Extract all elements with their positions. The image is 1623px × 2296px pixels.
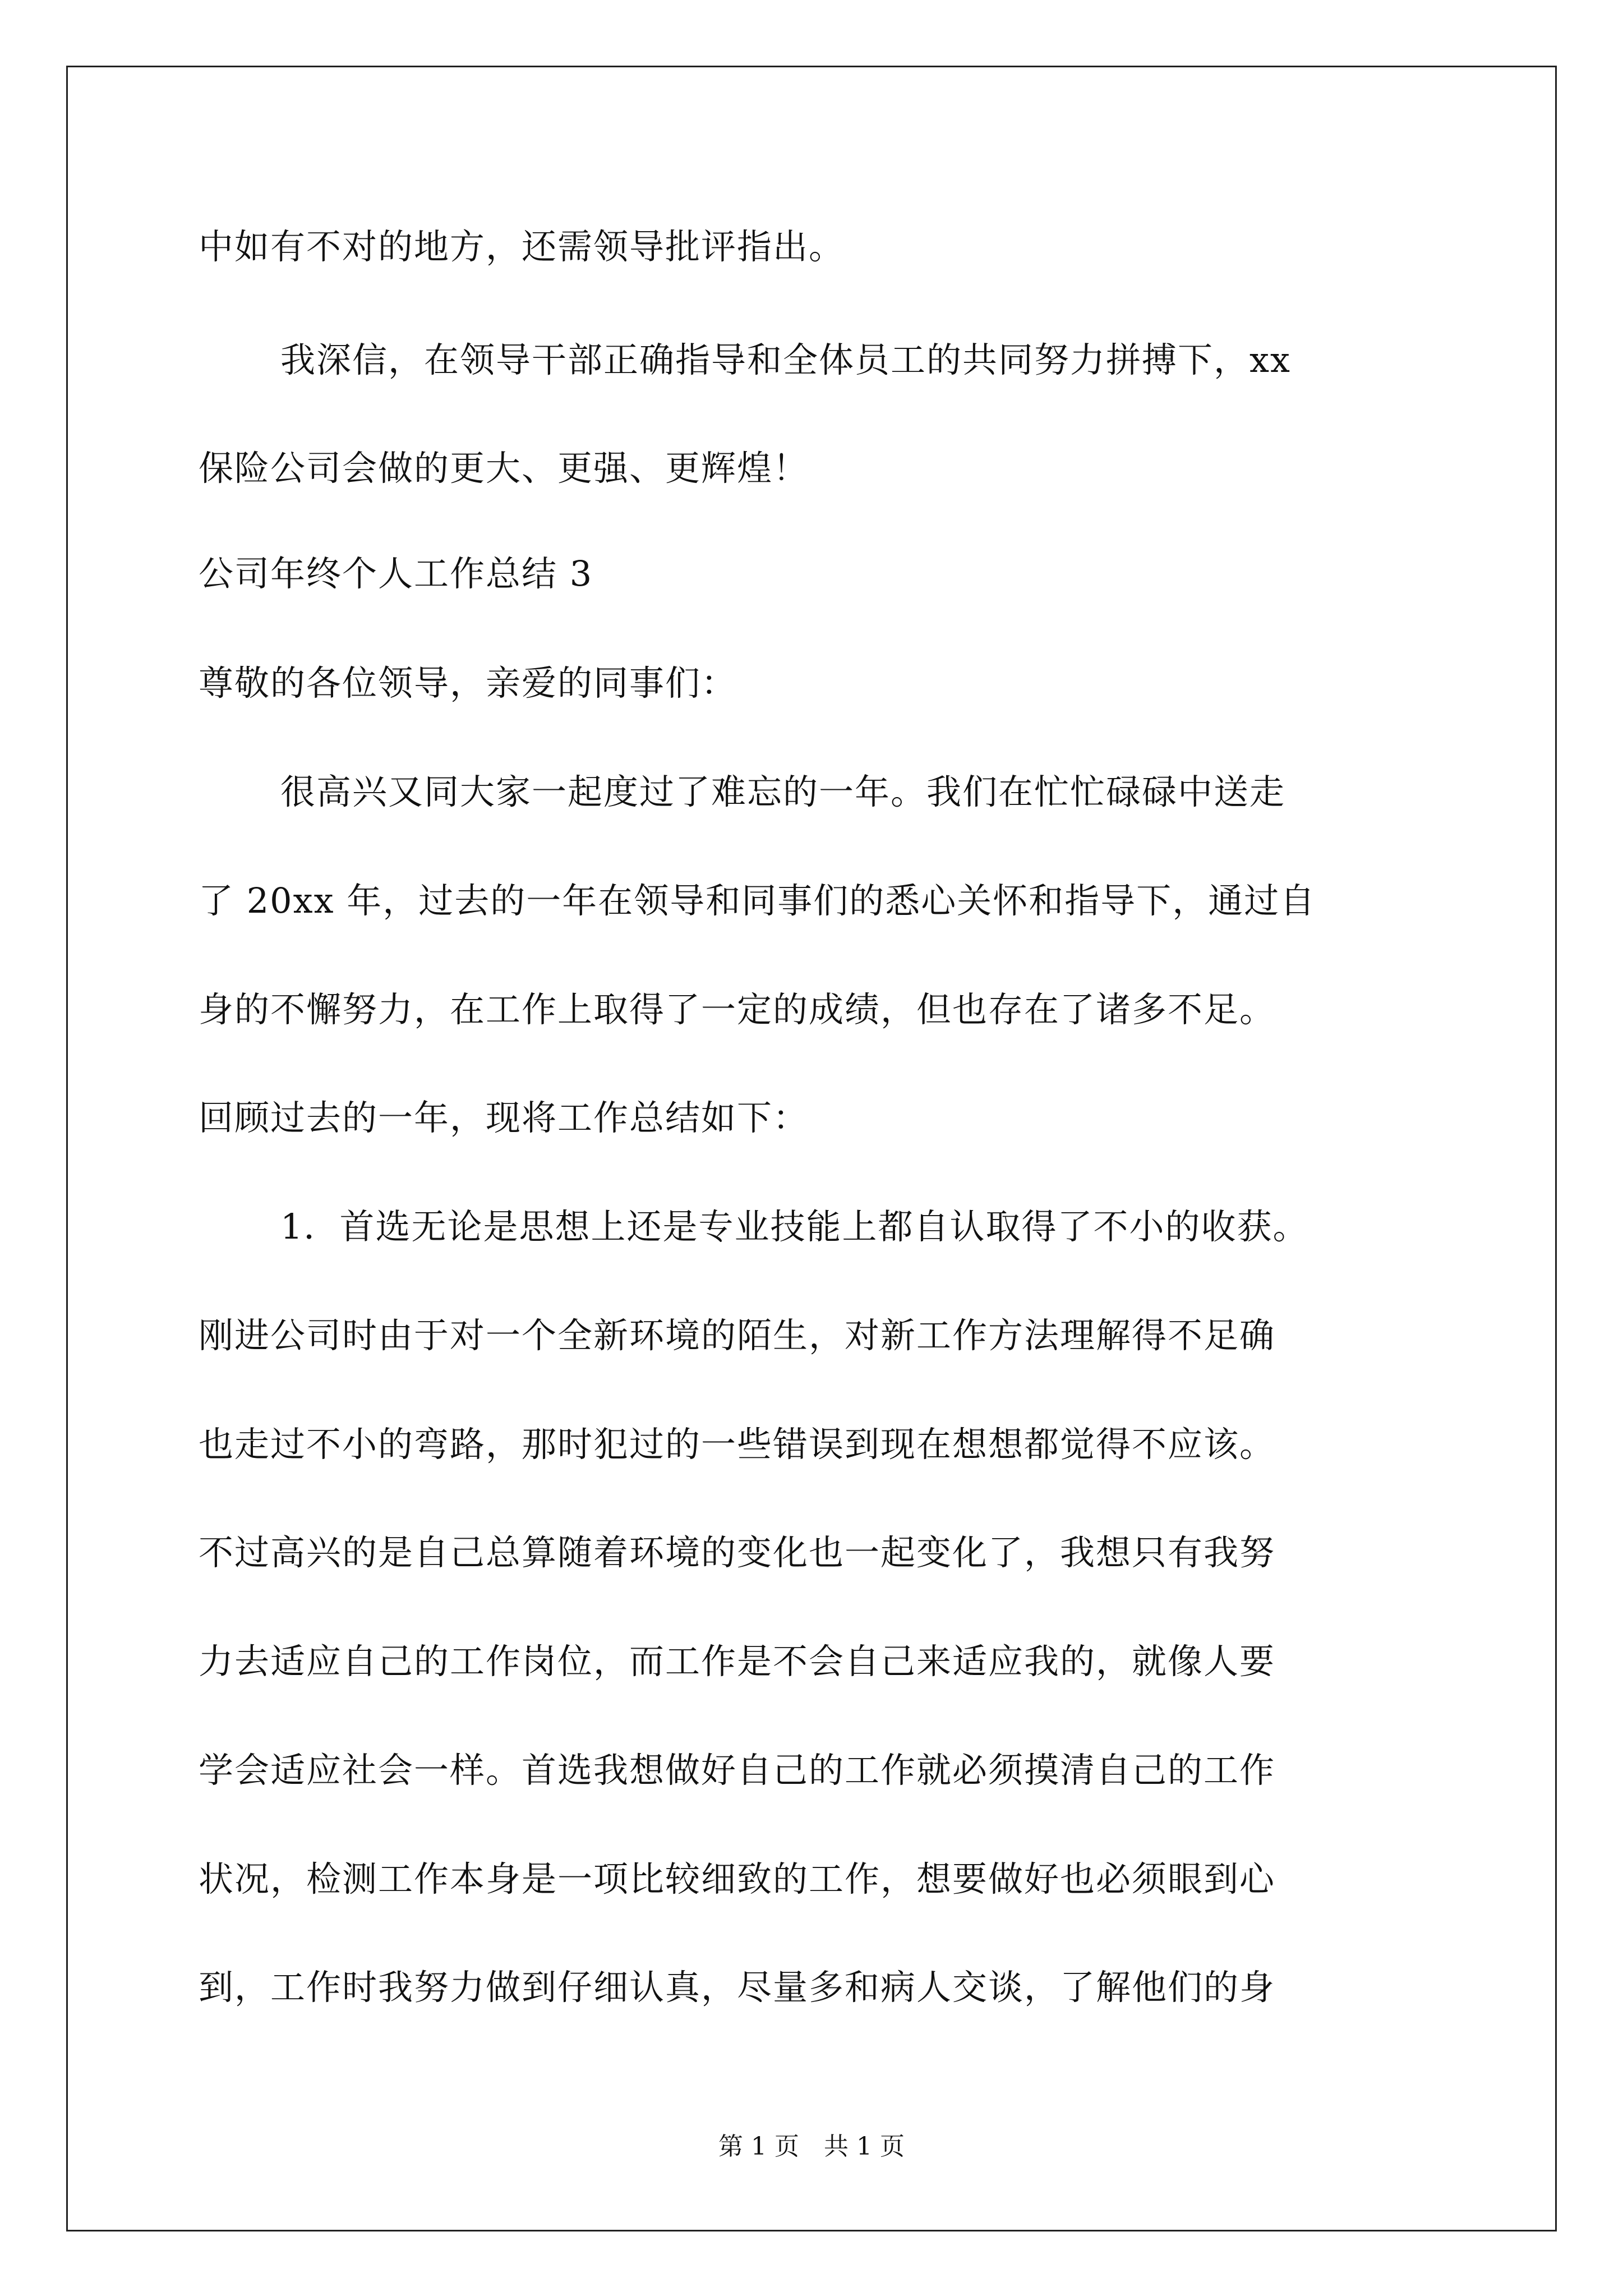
text-line: 状况，检测工作本身是一项比较细致的工作，想要做好也必须眼到心 — [199, 1858, 1276, 1899]
text-line: 力去适应自己的工作岗位，而工作是不会自己来适应我的，就像人要 — [199, 1641, 1276, 1682]
salutation: 尊敬的各位领导，亲爱的同事们： — [199, 662, 737, 703]
text-line: 刚进公司时由于对一个全新环境的陌生，对新工作方法理解得不足确 — [199, 1315, 1276, 1356]
page-footer: 第 1 页 共 1 页 — [718, 2132, 905, 2161]
text-line: 学会适应社会一样。首选我想做好自己的工作就必须摸清自己的工作 — [199, 1750, 1276, 1791]
paragraph-first-line: 1．首选无论是思想上还是专业技能上都自认取得了不小的收获。 — [280, 1206, 1309, 1247]
page-border — [66, 66, 1557, 2231]
text-line: 保险公司会做的更大、更强、更辉煌！ — [199, 448, 809, 489]
text-line: 回顾过去的一年，现将工作总结如下： — [199, 1097, 809, 1138]
text-line: 中如有不对的地方，还需领导批评指出。 — [199, 226, 845, 267]
text-line: 到，工作时我努力做到仔细认真，尽量多和病人交谈，了解他们的身 — [199, 1967, 1276, 2008]
text-line: 了 20xx 年，过去的一年在领导和同事们的悉心关怀和指导下，通过自 — [199, 880, 1316, 921]
text-line: 身的不懈努力，在工作上取得了一定的成绩，但也存在了诸多不足。 — [199, 989, 1276, 1030]
text-line: 也走过不小的弯路，那时犯过的一些错误到现在想想都觉得不应该。 — [199, 1424, 1276, 1465]
text-line: 不过高兴的是自己总算随着环境的变化也一起变化了，我想只有我努 — [199, 1532, 1276, 1573]
paragraph-first-line: 很高兴又同大家一起度过了难忘的一年。我们在忙忙碌碌中送走 — [280, 771, 1286, 812]
section-heading: 公司年终个人工作总结 3 — [199, 553, 593, 594]
paragraph-first-line: 我深信，在领导干部正确指导和全体员工的共同努力拼搏下，xx — [280, 339, 1291, 380]
